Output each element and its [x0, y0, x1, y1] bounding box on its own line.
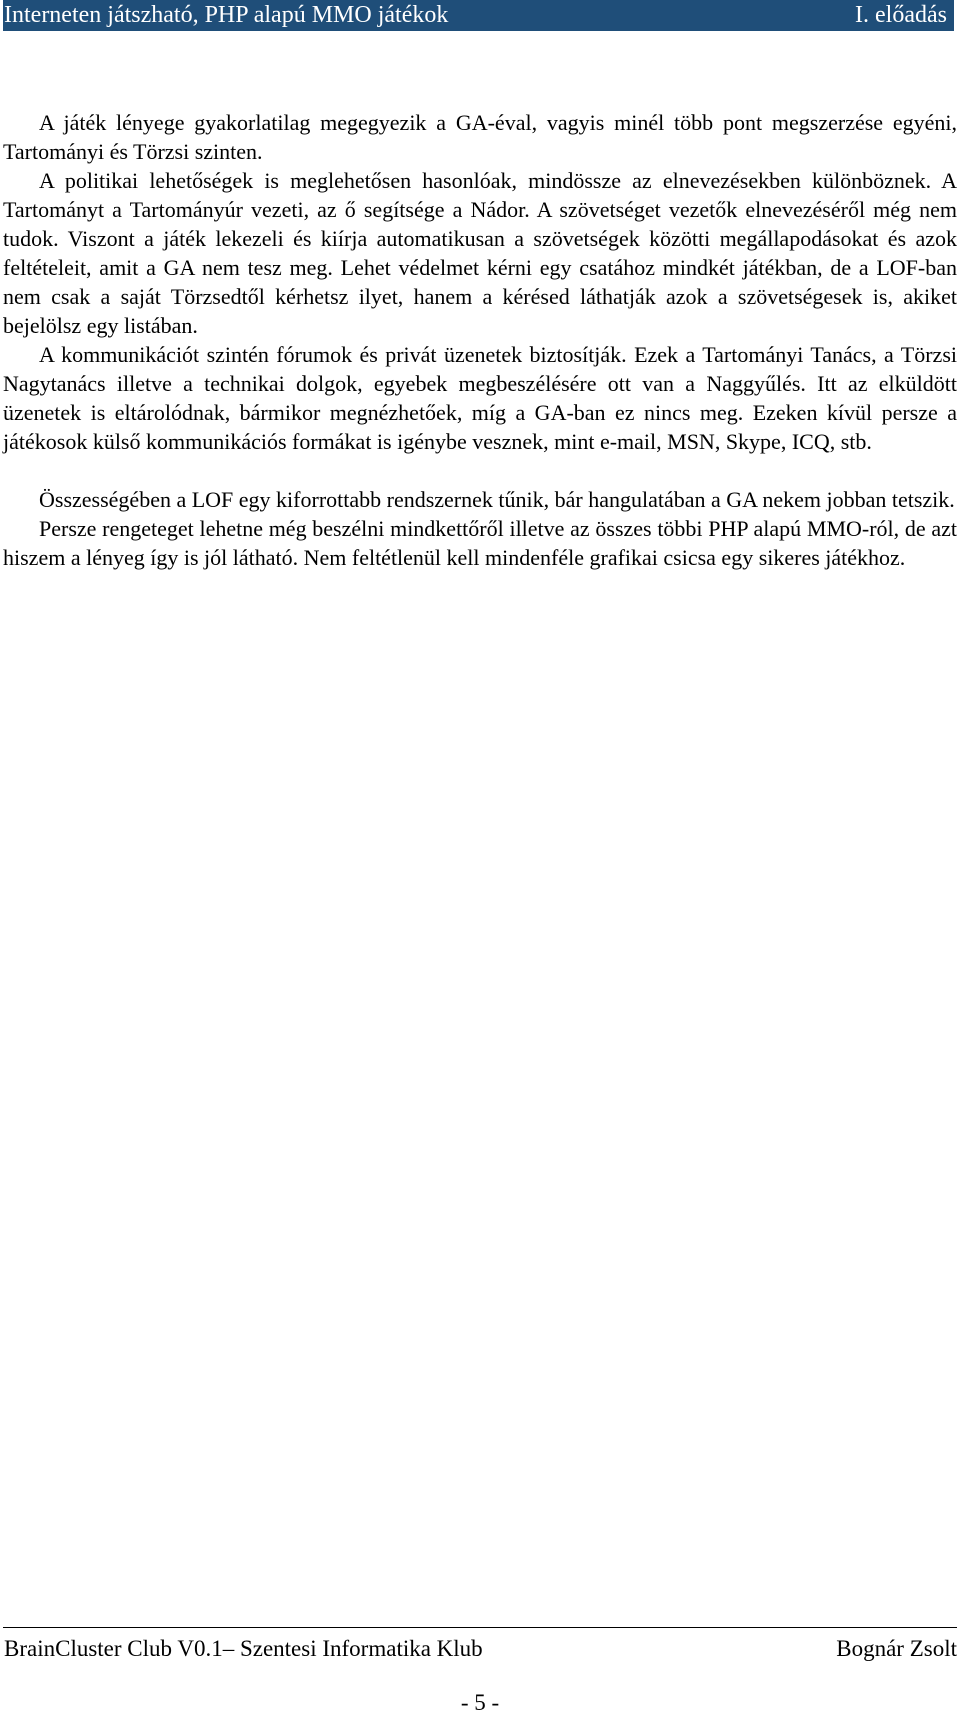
- footer-club: BrainCluster Club V0.1– Szentesi Informatika Klub: [4, 1636, 483, 1661]
- lecture-label: I. előadás: [855, 2, 947, 28]
- page-footer: [3, 1634, 957, 1664]
- paragraph-summary: Összességében a LOF egy kiforrottabb rendszernek tűnik, bár hangulatában a GA nekem jobban tetszik.: [39, 487, 955, 512]
- paragraph-politics: A politikai lehetőségek is meglehetősen hasonlóak, mindössze az elnevezésekben különböznek. A Tartományt a Tartományúr vezeti, az ő segítsége a Nádor. A szövetséget vezetők elnevezéséről még nem tudok. Viszont a játék lekezeli és kiírja automatikusan a szövetségek közötti megállapodásokat és azok feltételeit, amit a GA nem tesz meg. Lehet védelmet kérni egy csatához mindkét játékban, de a LOF-ban nem csak a saját Törzsedtől kérhetsz ilyet, hanem a kérésed láthatják azok a szövetségesek is, akiket bejelölsz egy listában.: [3, 168, 957, 338]
- paragraph-conclusion: Persze rengeteget lehetne még beszélni mindkettőről illetve az összes többi PHP alapú MMO-ról, de azt hiszem a lényeg így is jól látható. Nem feltétlenül kell mindenféle grafikai csicsa egy sikeres játékhoz.: [3, 516, 957, 570]
- document-title: Interneten játszható, PHP alapú MMO játékok: [4, 2, 449, 28]
- footer-author: Bognár Zsolt: [836, 1636, 957, 1661]
- footer-divider: [3, 1627, 957, 1628]
- paragraph-communication: A kommunikációt szintén fórumok és privát üzenetek biztosítják. Ezek a Tartományi Tanács, a Törzsi Nagytanács illetve a technikai dolgok, egyebek megbeszélésére ott van a Naggyűlés. Itt az elküldött üzenetek is eltárolódnak, bármikor megnézhetőek, míg a GA-ban ez nincs meg. Ezeken kívül persze a játékosok külső kommunikációs formákat is igénybe vesznek, mint e-mail, MSN, Skype, ICQ, stb.: [3, 342, 957, 454]
- document-body: [3, 108, 957, 572]
- page-number: - 5 -: [460, 1690, 500, 1715]
- page-header: [3, 0, 954, 31]
- paragraph-game-goal: A játék lényege gyakorlatilag megegyezik a GA-éval, vagyis minél több pont megszerzése egyéni, Tartományi és Törzsi szinten.: [3, 110, 957, 164]
